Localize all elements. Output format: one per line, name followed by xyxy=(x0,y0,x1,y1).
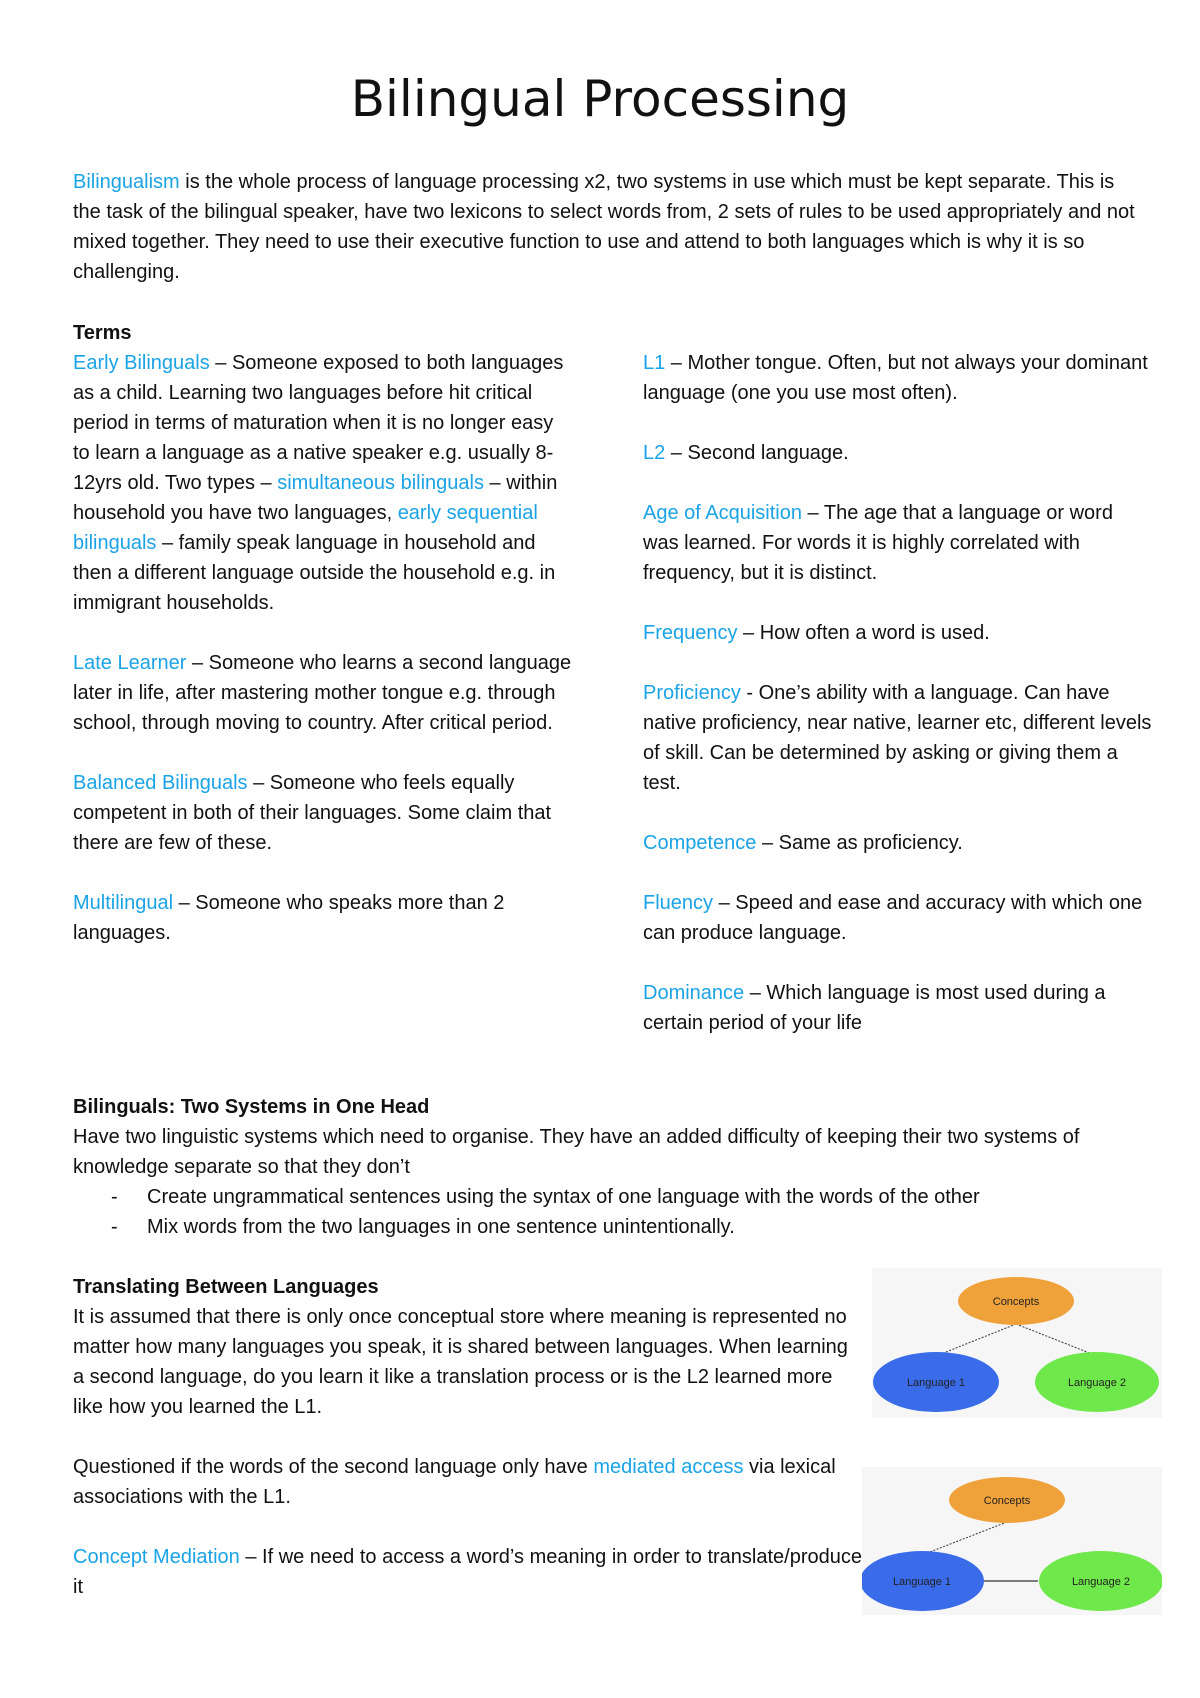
definition-text: – How often a word is used. xyxy=(737,622,990,644)
definition-concept-mediation xyxy=(73,1542,863,1602)
definition-text: – If we need to access a word’s meaning in order to translate/produce it xyxy=(73,1546,862,1598)
two-systems-text: Have two linguistic systems which need to organise. They have an added difficulty of keeping their two systems of knowledge separate so that they don’t xyxy=(73,1126,1080,1178)
concepts-label: Concepts xyxy=(992,1296,1040,1308)
translating-paragraph: It is assumed that there is only once conceptual store where meaning is represented no matter how many languages you speak, it is shared between languages. When learning a second language, do you learn it like a translation process or is the L2 learned more like how you learned the L1. xyxy=(73,1306,848,1418)
list-item: - Mix words from the two languages in one sentence unintentionally. xyxy=(73,1212,1163,1242)
term-frequency: Frequency xyxy=(643,622,738,644)
concepts-label: Concepts xyxy=(983,1495,1031,1507)
definition-text: – Someone who learns a second language later in life, after mastering mother tongue e.g. through school, through moving to country. After critical period. xyxy=(73,652,572,734)
two-systems-heading: Bilinguals: Two Systems in One Head xyxy=(73,1096,430,1118)
definition-text: – Someone who speaks more than 2 languages. xyxy=(73,892,505,944)
definition-balanced-bilinguals xyxy=(73,768,573,858)
definition-frequency xyxy=(643,618,1153,648)
mediated-access-paragraph xyxy=(73,1452,863,1512)
term-competence: Competence xyxy=(643,832,757,854)
diagram-word-association xyxy=(872,1268,1162,1418)
term-multilingual: Multilingual xyxy=(73,892,174,914)
definition-early-bilinguals xyxy=(73,348,573,618)
translating-section xyxy=(73,1272,863,1602)
term-concept-mediation: Concept Mediation xyxy=(73,1546,240,1568)
term-l2: L2 xyxy=(643,442,666,464)
term-mediated-access: mediated access xyxy=(593,1456,744,1478)
translating-heading: Translating Between Languages xyxy=(73,1276,379,1298)
term-dominance: Dominance xyxy=(643,982,745,1004)
term-late-learner: Late Learner xyxy=(73,652,187,674)
two-systems-section xyxy=(73,1092,1163,1242)
term-l1: L1 xyxy=(643,352,666,374)
definition-multilingual xyxy=(73,888,573,948)
definition-text: – Same as proficiency. xyxy=(756,832,963,854)
definition-l2 xyxy=(643,438,1153,468)
definition-text: – Speed and ease and accuracy with which one can produce language. xyxy=(643,892,1143,944)
term-bilingualism: Bilingualism xyxy=(73,171,180,193)
definition-dominance xyxy=(643,978,1153,1038)
language1-label: Language 1 xyxy=(906,1377,966,1389)
terms-left-column xyxy=(73,348,573,948)
language2-label: Language 2 xyxy=(1071,1576,1131,1588)
diagram-concept-mediation xyxy=(862,1467,1162,1615)
language1-label: Language 1 xyxy=(892,1576,952,1588)
definition-l1 xyxy=(643,348,1153,408)
term-fluency: Fluency xyxy=(643,892,714,914)
definition-competence xyxy=(643,828,1153,858)
definition-text: – The age that a language or word was learned. For words it is highly correlated with frequency, but it is distinct. xyxy=(643,502,1113,584)
definition-text: – Which language is most used during a certain period of your life xyxy=(643,982,1106,1034)
definition-text: – Mother tongue. Often, but not always your dominant language (one you use most often). xyxy=(643,352,1148,404)
terms-heading: Terms xyxy=(73,322,132,344)
term-simultaneous-bilinguals: simultaneous bilinguals xyxy=(277,472,484,494)
definition-text: – within household you have two languages, xyxy=(73,472,558,524)
two-systems-list xyxy=(73,1182,1163,1242)
language2-label: Language 2 xyxy=(1067,1377,1127,1389)
definition-text: – Someone exposed to both languages as a child. Learning two languages before hit critical period in terms of maturation when it is no longer easy to learn a language as a native speaker e.g. usually 8-12yrs old. Two types – xyxy=(73,352,564,494)
definition-proficiency xyxy=(643,678,1153,798)
list-item: - Create ungrammatical sentences using the syntax of one language with the words of the other xyxy=(73,1182,1163,1212)
term-early-bilinguals: Early Bilinguals xyxy=(73,352,210,374)
paragraph-text: Questioned if the words of the second language only have xyxy=(73,1456,594,1478)
page-title: Bilingual Processing xyxy=(350,70,850,128)
term-proficiency: Proficiency xyxy=(643,682,741,704)
terms-right-column xyxy=(643,348,1153,1038)
definition-text: – family speak language in household and then a different language outside the household e.g. in immigrant households. xyxy=(73,532,556,614)
definition-text: – Second language. xyxy=(665,442,849,464)
definition-text: - One’s ability with a language. Can have native proficiency, near native, learner etc, different levels of skill. Can be determined by asking or giving them a test. xyxy=(643,682,1152,794)
term-age-of-acquisition: Age of Acquisition xyxy=(643,502,802,524)
intro-text: is the whole process of language processing x2, two systems in use which must be kept separate. This is the task of the bilingual speaker, have two lexicons to select words from, 2 sets of rules to be used appropriately and not mixed together. They need to use their executive function to use and attend to both languages which is why it is so challenging. xyxy=(73,171,1135,283)
intro-paragraph xyxy=(73,167,1143,287)
term-early-sequential-bilinguals: early sequential bilinguals xyxy=(73,502,538,554)
paragraph-text: via lexical associations with the L1. xyxy=(73,1456,836,1508)
definition-age-of-acquisition xyxy=(643,498,1153,588)
definition-fluency xyxy=(643,888,1153,948)
definition-late-learner xyxy=(73,648,573,738)
definition-text: – Someone who feels equally competent in both of their languages. Some claim that there are few of these. xyxy=(73,772,552,854)
term-balanced-bilinguals: Balanced Bilinguals xyxy=(73,772,248,794)
